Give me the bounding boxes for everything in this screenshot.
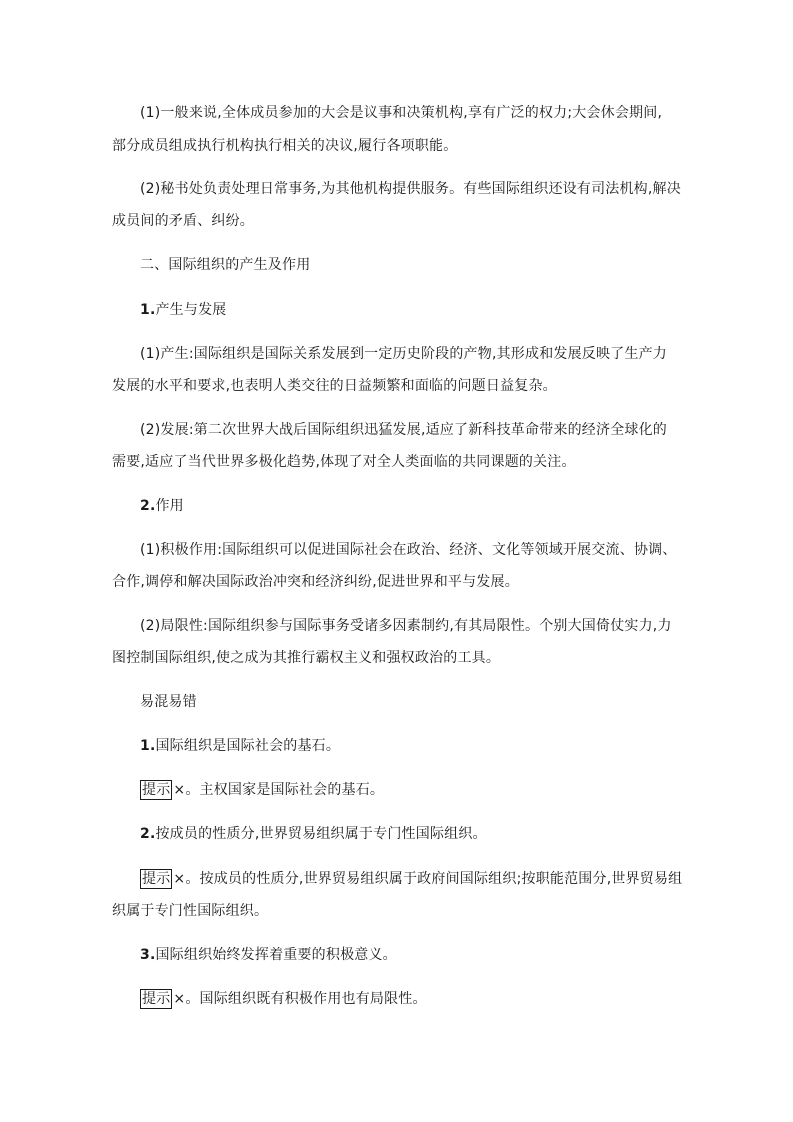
structure-p2-line2: 成员间的矛盾、纠纷。 xyxy=(112,213,254,229)
origin-line2: 发展的水平和要求,也表明人类交往的日益频繁和面临的问题日益复杂。 xyxy=(112,378,557,394)
limitation-line1: (2)局限性:国际组织参与国际事务受诸多因素制约,有其局限性。个别大国倚仗实力,力 xyxy=(140,618,672,634)
subsection-heading-role xyxy=(140,496,184,516)
subsection-heading-origin xyxy=(140,300,226,320)
answer-text: ×。主权国家是国际社会的基石。 xyxy=(173,782,385,798)
hint-label: 提示 xyxy=(142,782,171,798)
structure-p1-line1: (1)一般来说,全体成员参加的大会是议事和决策机构,享有广泛的权力;大会休会期间, xyxy=(140,105,663,121)
mistake-answer xyxy=(140,780,384,800)
positive-role-line1: (1)积极作用:国际组织可以促进国际社会在政治、经济、文化等领域开展交流、协调、 xyxy=(140,542,677,558)
development-line1: (2)发展:第二次世界大战后国际组织迅猛发展,适应了新科技革命带来的经济全球化的 xyxy=(140,422,667,438)
hint-label: 提示 xyxy=(142,991,171,1007)
answer-text: ×。按成员的性质分,世界贸易组织属于政府间国际组织;按职能范围分,世界贸易组 xyxy=(173,871,683,887)
mistake-number: 1. xyxy=(140,738,156,754)
mistake-text: 国际组织是国际社会的基石。 xyxy=(155,738,341,754)
mistake-text: 国际组织始终发挥着重要的积极意义。 xyxy=(155,947,397,963)
limitation-line2: 图控制国际组织,使之成为其推行霸权主义和强权政治的工具。 xyxy=(112,650,501,666)
positive-role-line2: 合作,调停和解决国际政治冲突和经济纠纷,促进世界和平与发展。 xyxy=(112,574,519,590)
development-line2: 需要,适应了当代世界多极化趋势,体现了对全人类面临的共同课题的关注。 xyxy=(112,454,576,470)
mistake-answer xyxy=(140,869,682,889)
easy-mistakes-heading: 易混易错 xyxy=(140,694,197,710)
subsection-number: 1. xyxy=(140,302,156,318)
structure-p2-line1: (2)秘书处负责处理日常事务,为其他机构提供服务。有些国际组织还设有司法机构,解决 xyxy=(140,181,681,197)
mistake-text: 按成员的性质分,世界贸易组织属于专门性国际组织。 xyxy=(155,826,487,842)
subsection-title: 产生与发展 xyxy=(155,302,227,318)
answer-text: ×。国际组织既有积极作用也有局限性。 xyxy=(173,991,427,1007)
structure-p1-line2: 部分成员组成执行机构执行相关的决议,履行各项职能。 xyxy=(112,138,458,154)
section-heading: 二、国际组织的产生及作用 xyxy=(140,257,311,273)
mistake-answer-continued: 织属于专门性国际组织。 xyxy=(112,903,269,919)
mistake-statement xyxy=(140,824,487,844)
hint-label: 提示 xyxy=(142,871,171,887)
subsection-title: 作用 xyxy=(155,498,184,514)
mistake-answer xyxy=(140,989,427,1009)
mistake-number: 3. xyxy=(140,947,156,963)
mistake-number: 2. xyxy=(140,826,156,842)
subsection-number: 2. xyxy=(140,498,156,514)
mistake-statement xyxy=(140,945,397,965)
origin-line1: (1)产生:国际组织是国际关系发展到一定历史阶段的产物,其形成和发展反映了生产力 xyxy=(140,346,667,362)
mistake-statement xyxy=(140,736,340,756)
